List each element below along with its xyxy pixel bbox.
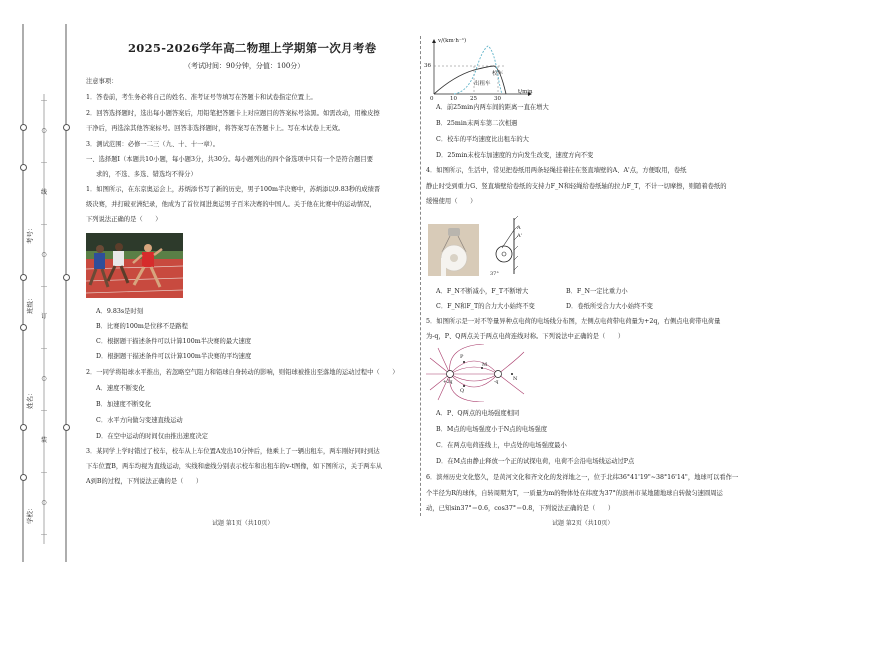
notes-heading: 注意事项： — [86, 78, 118, 85]
page-2-footer: 试题 第2页（共10页） — [552, 520, 614, 527]
page-1-footer: 试题 第1页（共10页） — [212, 520, 274, 527]
q3-option-d: D．25min末校车加速度的方向发生改变，速度方向不变 — [436, 152, 594, 159]
q1-option-c: C．根据题干描述条件可以计算100m半决赛的最大速度 — [96, 338, 252, 345]
q6-stem: 6．滨州历史文化悠久，是黄河文化和齐文化的发祥地之一，位于北纬36°41'19"~38°16'14"，地球可以看作一 — [426, 474, 739, 481]
q2-option-d: D．在空中运动的时间仅由推出速度决定 — [96, 433, 209, 440]
q4-option-c: C．F_N和F_T的合力大小始终不变 — [436, 303, 535, 310]
q5-field-diagram — [424, 344, 526, 402]
q1-option-a: A．9.83s是时刻 — [96, 308, 143, 315]
q4-fig-label-angle: 37° — [490, 271, 499, 277]
q4-stem-2: 静止时受到重力G、竖直墙壁给卷纸的支持力F_N和轻绳给卷纸轴的拉力F_T，不计一切摩擦，则随着卷纸的 — [426, 183, 727, 190]
q5-label-plus-2q: +2q — [443, 380, 453, 385]
exam-subtitle: （考试时间：90分钟，分值：100分） — [184, 62, 305, 70]
binding-label-id: 考号： — [26, 224, 34, 244]
q5-label-m: M — [482, 362, 488, 368]
q1-stem-2: 级决赛，并打破亚洲纪录，他成为了首位闯进奥运男子百米决赛的中国人。关于他在比赛中的运动情况， — [86, 201, 376, 208]
q6-stem-3: 动，已知sin37°＝0.6，cos37°＝0.8，下列说法正确的是（ ） — [426, 505, 615, 512]
vt-xtick-25: 25 — [470, 96, 477, 102]
q5-option-a: A．P、Q两点的电场强度相同 — [436, 410, 520, 417]
binding-strip — [22, 24, 68, 562]
q5-stem: 5．如图所示是一对不等量异种点电荷的电场线分布图，左侧点电荷带电荷量为+2q，右侧点电荷带电荷量 — [426, 318, 721, 325]
binding-hole — [20, 474, 27, 481]
q6-stem-2: 个半径为R的球体，自转周期为T，一质量为m的物体处在纬度为37°的滨州市某地随地球自转做匀速圆周运 — [426, 490, 723, 497]
section-1-heading-cont: 求的，不选、多选、错选均不得分） — [96, 171, 197, 178]
vt-label-school-bus: 校车 — [492, 71, 504, 77]
binding-hole — [63, 124, 70, 131]
q5-label-p: P — [460, 354, 464, 360]
q2-stem: 2．一同学将铅球水平推出，若忽略空气阻力和铅球自身转动的影响，则铅球被推出至落地的运动过程中（ ） — [86, 369, 399, 376]
section-1-heading: 一、选择题Ⅰ（本题共10小题，每小题3分，共30分。每小题列出的四个备选项中只有一个是符合题目要 — [86, 156, 373, 163]
q5-label-q: Q — [460, 388, 465, 394]
q5-option-b: B．M点的电场强度小于N点的电场强度 — [436, 426, 548, 433]
binding-marks: … ○ … 线 … ○ … 订 … ○ … 装 … ○ … — [40, 96, 47, 537]
vt-ytick-36: 36 — [424, 63, 431, 69]
q5-label-n: N — [513, 376, 518, 382]
field-lines-svg — [424, 344, 526, 402]
q4-tissue-photo — [428, 224, 479, 276]
q5-stem-2: 为-q，P、Q两点关于两点电荷连线对称。下列说法中正确的是（ ） — [426, 333, 625, 340]
page-divider — [420, 36, 421, 516]
q1-sprint-photo — [86, 233, 183, 298]
q4-option-a: A．F_N不断减小，F_T不断增大 — [436, 288, 529, 295]
binding-hole — [20, 424, 27, 431]
q1-option-d: D．根据题干描述条件可以计算100m半决赛的平均速度 — [96, 353, 252, 360]
vt-xtick-10: 10 — [450, 96, 457, 102]
q2-option-a: A．速度不断变化 — [96, 385, 145, 392]
q1-stem-3: 下列说法正确的是（ ） — [86, 216, 162, 223]
binding-hole — [63, 274, 70, 281]
vt-xlabel: t/min — [518, 89, 533, 95]
binding-hole — [63, 424, 70, 431]
note-3: 3．测试范围：必修一二三（九、十、十一章）。 — [86, 141, 220, 148]
q4-stem-3: 缓慢使用（ ） — [426, 198, 477, 205]
q4-fig-label-a: A — [517, 225, 521, 231]
vt-label-taxi: 出租车 — [474, 81, 491, 87]
q3-option-a: A．前25min内两车间的距离一直在增大 — [436, 104, 549, 111]
q5-option-d: D．在M点由静止释放一个正的试探电荷，电荷不会沿电场线运动过P点 — [436, 458, 635, 465]
exam-title: 2025-2026学年高二物理上学期第一次月考卷 — [128, 41, 377, 55]
q3-stem-2: 下车位置B，两车均视为直线运动，实线和虚线分别表示校车和出租车的v-t图像，如下图所示，关于两车从 — [86, 463, 383, 470]
binding-hole — [20, 124, 27, 131]
q4-stem: 4．如图所示，生活中，常见把卷纸用两条轻绳挂着挂在竖直墙壁的A、A'点，方便取用，卷纸 — [426, 167, 687, 174]
binding-hole — [20, 164, 27, 171]
vt-graph — [424, 36, 534, 100]
vt-ylabel: v/(km·h⁻¹) — [438, 38, 467, 44]
note-1: 1．答卷前，考生务必将自己的姓名、准考证号等填写在答题卡和试卷指定位置上。 — [86, 94, 317, 101]
q1-option-b: B．比赛的100m是位移不是路程 — [96, 323, 188, 330]
binding-hole — [20, 324, 27, 331]
q2-option-b: B．加速度不断变化 — [96, 401, 152, 408]
q3-option-c: C．校车的平均速度比出租车的大 — [436, 136, 529, 143]
binding-hole — [20, 274, 27, 281]
binding-label-class: 班级： — [26, 294, 34, 314]
q5-label-minus-q: -q — [494, 380, 499, 385]
q4-force-diagram — [490, 214, 530, 278]
q3-option-b: B．25min末两车第二次相遇 — [436, 120, 518, 127]
binding-label-school: 学校： — [26, 504, 34, 524]
q4-option-b: B．F_N一定比重力小 — [566, 288, 628, 295]
q4-option-d: D．卷纸所受合力大小始终不变 — [566, 303, 653, 310]
binding-label-name: 姓名： — [26, 389, 34, 409]
q4-fig-label-a-prime: A' — [517, 233, 522, 239]
q2-option-c: C．水平方向做匀变速直线运动 — [96, 417, 183, 424]
q1-stem: 1．如图所示，在东京奥运会上，苏炳添书写了新的历史，男子100m半决赛中，苏炳添以9.83秒的成绩晋 — [86, 186, 381, 193]
q3-stem: 3．某同学上学时错过了校车，校车从上车位置A发出10分钟后，他乘上了一辆出租车，两车刚好同时到达 — [86, 448, 380, 455]
note-2-cont: 干净后，再选涂其他答案标号。回答非选择题时，将答案写在答题卡上。写在本试卷上无效。 — [86, 125, 345, 132]
q3-stem-3: A到B的过程，下列说法正确的是（ ） — [86, 478, 203, 485]
vt-xtick-0: 0 — [430, 96, 434, 102]
note-2: 2．回答选择题时，选出每小题答案后，用铅笔把答题卡上对应题目的答案标号涂黑。如需改动，用橡皮擦 — [86, 110, 380, 117]
q5-option-c: C．在两点电荷连线上，中点处的电场强度最小 — [436, 442, 567, 449]
vt-xtick-30: 30 — [494, 96, 501, 102]
